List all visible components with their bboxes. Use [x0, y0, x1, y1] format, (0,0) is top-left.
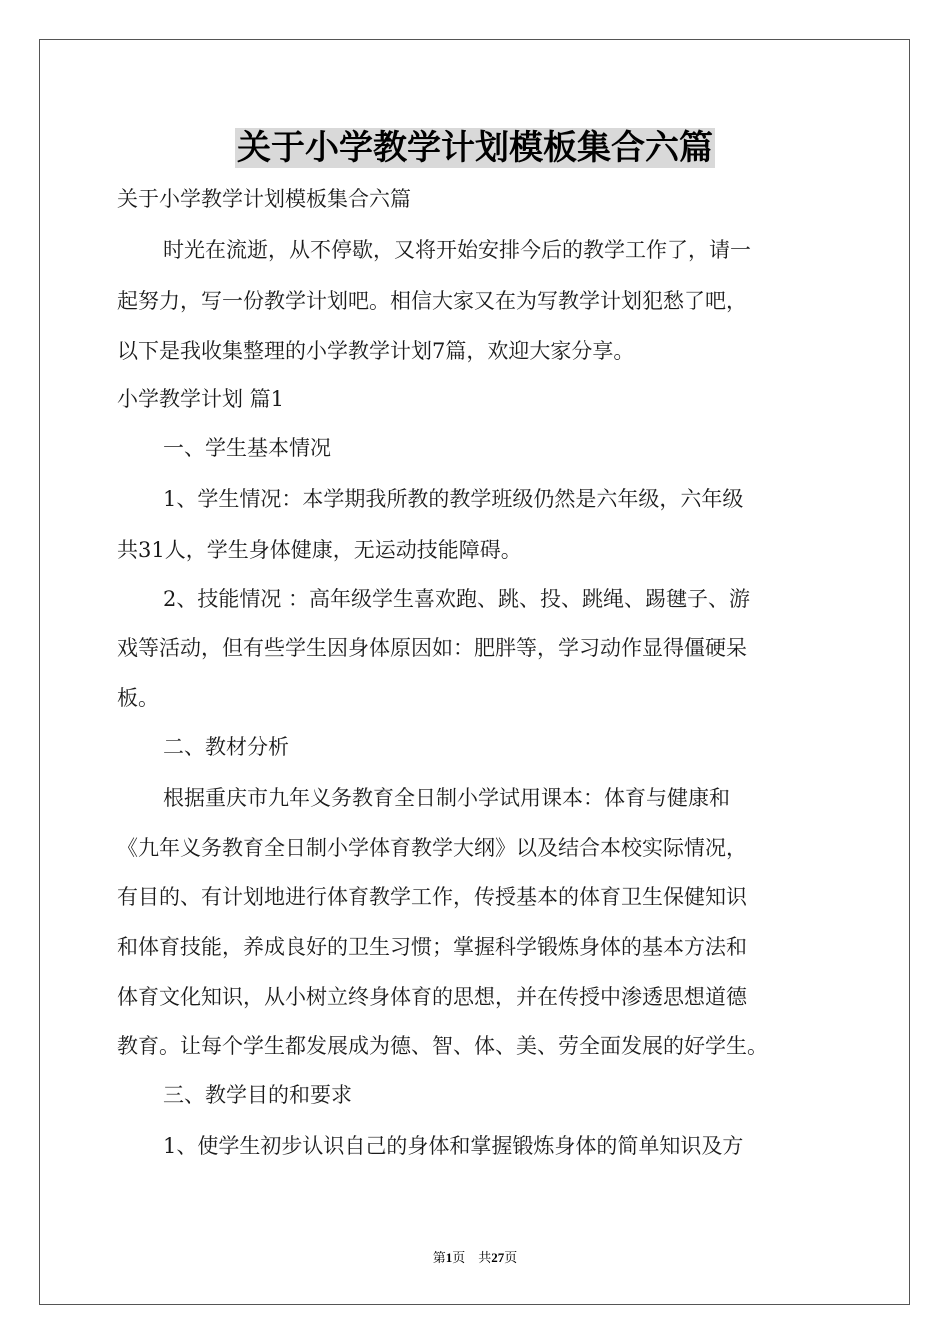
paragraph-line: 1、使学生初步认识自己的身体和掌握锻炼身体的简单知识及方 — [163, 1134, 744, 1158]
section-heading: 小学教学计划 篇1 — [117, 387, 285, 411]
paragraph-line: 戏等活动，但有些学生因身体原因如：肥胖等，学习动作显得僵硬呆 — [117, 636, 747, 660]
subtitle-line: 关于小学教学计划模板集合六篇 — [117, 187, 411, 211]
subsection-heading: 二、教材分析 — [163, 735, 289, 759]
subsection-heading: 三、教学目的和要求 — [163, 1083, 352, 1107]
page-border — [39, 39, 910, 1305]
paragraph-line: 时光在流逝，从不停歇，又将开始安排今后的教学工作了，请一 — [163, 238, 751, 262]
paragraph-line: 2、技能情况 ：高年级学生喜欢跑、跳、投、跳绳、踢毽子、游 — [163, 587, 751, 611]
page-number-footer: 第1页 共27页 — [432, 1250, 518, 1265]
paragraph-line: 1、学生情况：本学期我所教的教学班级仍然是六年级，六年级 — [163, 487, 744, 511]
paragraph-line: 板。 — [117, 686, 159, 710]
subsection-heading: 一、学生基本情况 — [163, 436, 331, 460]
document-title: 关于小学教学计划模板集合六篇 — [237, 128, 713, 168]
paragraph-line: 《九年义务教育全日制小学体育教学大纲》以及结合本校实际情况， — [117, 836, 747, 860]
paragraph-line: 共31人，学生身体健康，无运动技能障碍。 — [117, 538, 522, 562]
paragraph-line: 根据重庆市九年义务教育全日制小学试用课本：体育与健康和 — [163, 786, 730, 810]
paragraph-line: 体育文化知识，从小树立终身体育的思想，并在传授中渗透思想道德 — [117, 985, 747, 1009]
paragraph-line: 以下是我收集整理的小学教学计划7篇，欢迎大家分享。 — [117, 339, 635, 363]
paragraph-line: 和体育技能，养成良好的卫生习惯；掌握科学锻炼身体的基本方法和 — [117, 935, 747, 959]
paragraph-line: 教育。让每个学生都发展成为德、智、体、美、劳全面发展的好学生。 — [117, 1034, 768, 1058]
paragraph-line: 有目的、有计划地进行体育教学工作，传授基本的体育卫生保健知识 — [117, 885, 747, 909]
paragraph-line: 起努力，写一份教学计划吧。相信大家又在为写教学计划犯愁了吧， — [117, 289, 747, 313]
